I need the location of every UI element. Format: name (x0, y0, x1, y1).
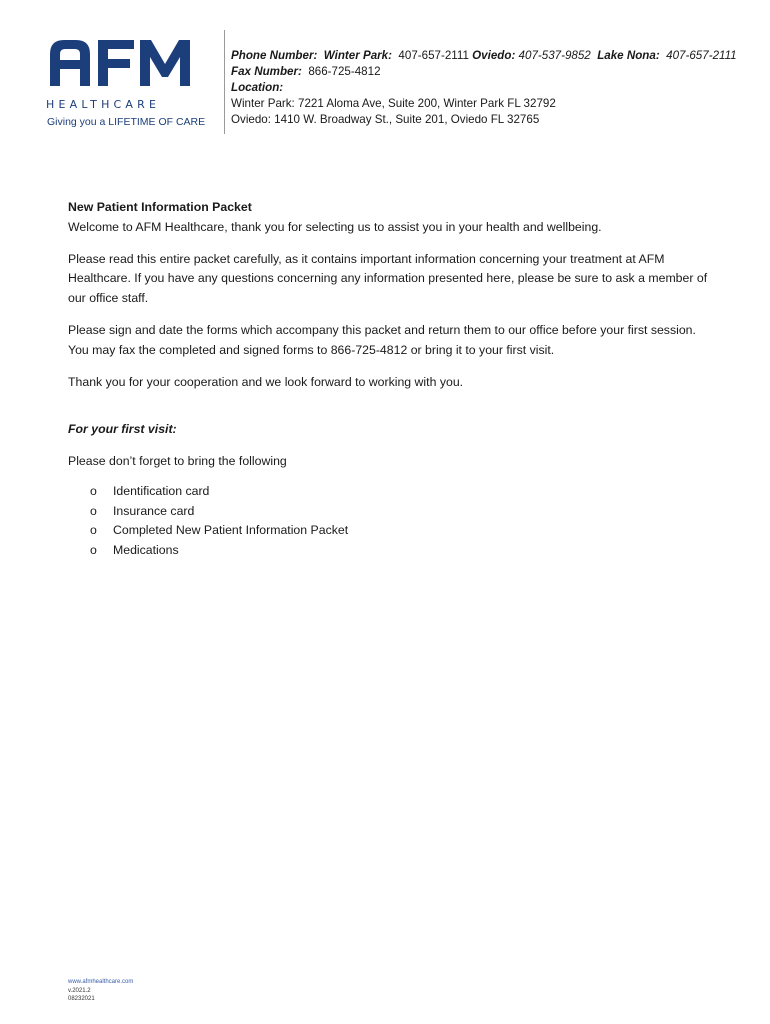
afm-healthcare-logo (46, 36, 206, 136)
oviedo-phone: 407-537-9852 (518, 49, 591, 62)
footer (68, 978, 133, 1004)
bullet-icon: o (90, 542, 97, 557)
paragraph-thank-you: Thank you for your cooperation and we look forward to working with you. (68, 374, 464, 389)
list-item: o Completed New Patient Information Packet (68, 521, 708, 541)
location-label: Location: (231, 81, 284, 94)
lake-nona-label: Lake Nona: (597, 49, 660, 62)
bullet-icon: o (90, 523, 97, 538)
list-item: o Medications (68, 541, 708, 561)
list-item: o Insurance card (68, 502, 708, 522)
bring-intro: Please don’t forget to bring the following (68, 454, 287, 469)
address-oviedo: Oviedo: 1410 W. Broadway St., Suite 201, Oviedo FL 32765 (231, 113, 540, 126)
bring-list (68, 482, 708, 560)
lake-nona-phone: 407-657-2111 (666, 49, 737, 62)
list-item: o Identification card (68, 482, 708, 502)
oviedo-label: Oviedo: (472, 49, 516, 62)
footer-code: 08232021 (68, 996, 95, 1002)
packet-title: New Patient Information Packet (68, 200, 252, 214)
packet-body (68, 198, 708, 560)
winter-park-phone: 407-657-2111 (398, 49, 469, 62)
fax-label: Fax Number: (231, 65, 302, 78)
afm-logo-mark (46, 36, 192, 88)
contact-block (231, 48, 737, 128)
intro-paragraph (68, 198, 708, 238)
footer-version: v.2021.2 (68, 987, 91, 994)
logo-tagline: Giving you a LIFETIME OF CARE (47, 116, 206, 128)
address-winter-park: Winter Park: 7221 Aloma Ave, Suite 200, Winter Park FL 32792 (231, 97, 556, 110)
winter-park-label: Winter Park: (323, 49, 392, 62)
logo-subtitle: HEALTHCARE (46, 98, 161, 111)
fax-row (231, 64, 737, 80)
phone-row (231, 48, 737, 64)
paragraph-sign-forms: Please sign and date the forms which accompany this packet and return them to our office before your first session. You may fax the completed and signed forms to 866-725-4812 or bring it to your first visit. (68, 322, 696, 357)
bullet-icon: o (90, 483, 97, 498)
first-visit-heading: For your first visit: (68, 422, 177, 437)
welcome-text: Welcome to AFM Healthcare, thank you for selecting us to assist you in your health and wellbeing. (68, 219, 602, 234)
header-divider (224, 30, 225, 134)
fax-number: 866-725-4812 (308, 65, 381, 78)
phone-label: Phone Number: (231, 49, 318, 62)
paragraph-read-packet: Please read this entire packet carefully, as it contains important information concerning your treatment at AFM Healthcare. If you have any questions concerning any information presented here, please be sure to ask a member of our office staff. (68, 251, 708, 306)
footer-url-link[interactable]: www.afmhealthcare.com (68, 979, 134, 985)
bullet-icon: o (90, 503, 97, 518)
